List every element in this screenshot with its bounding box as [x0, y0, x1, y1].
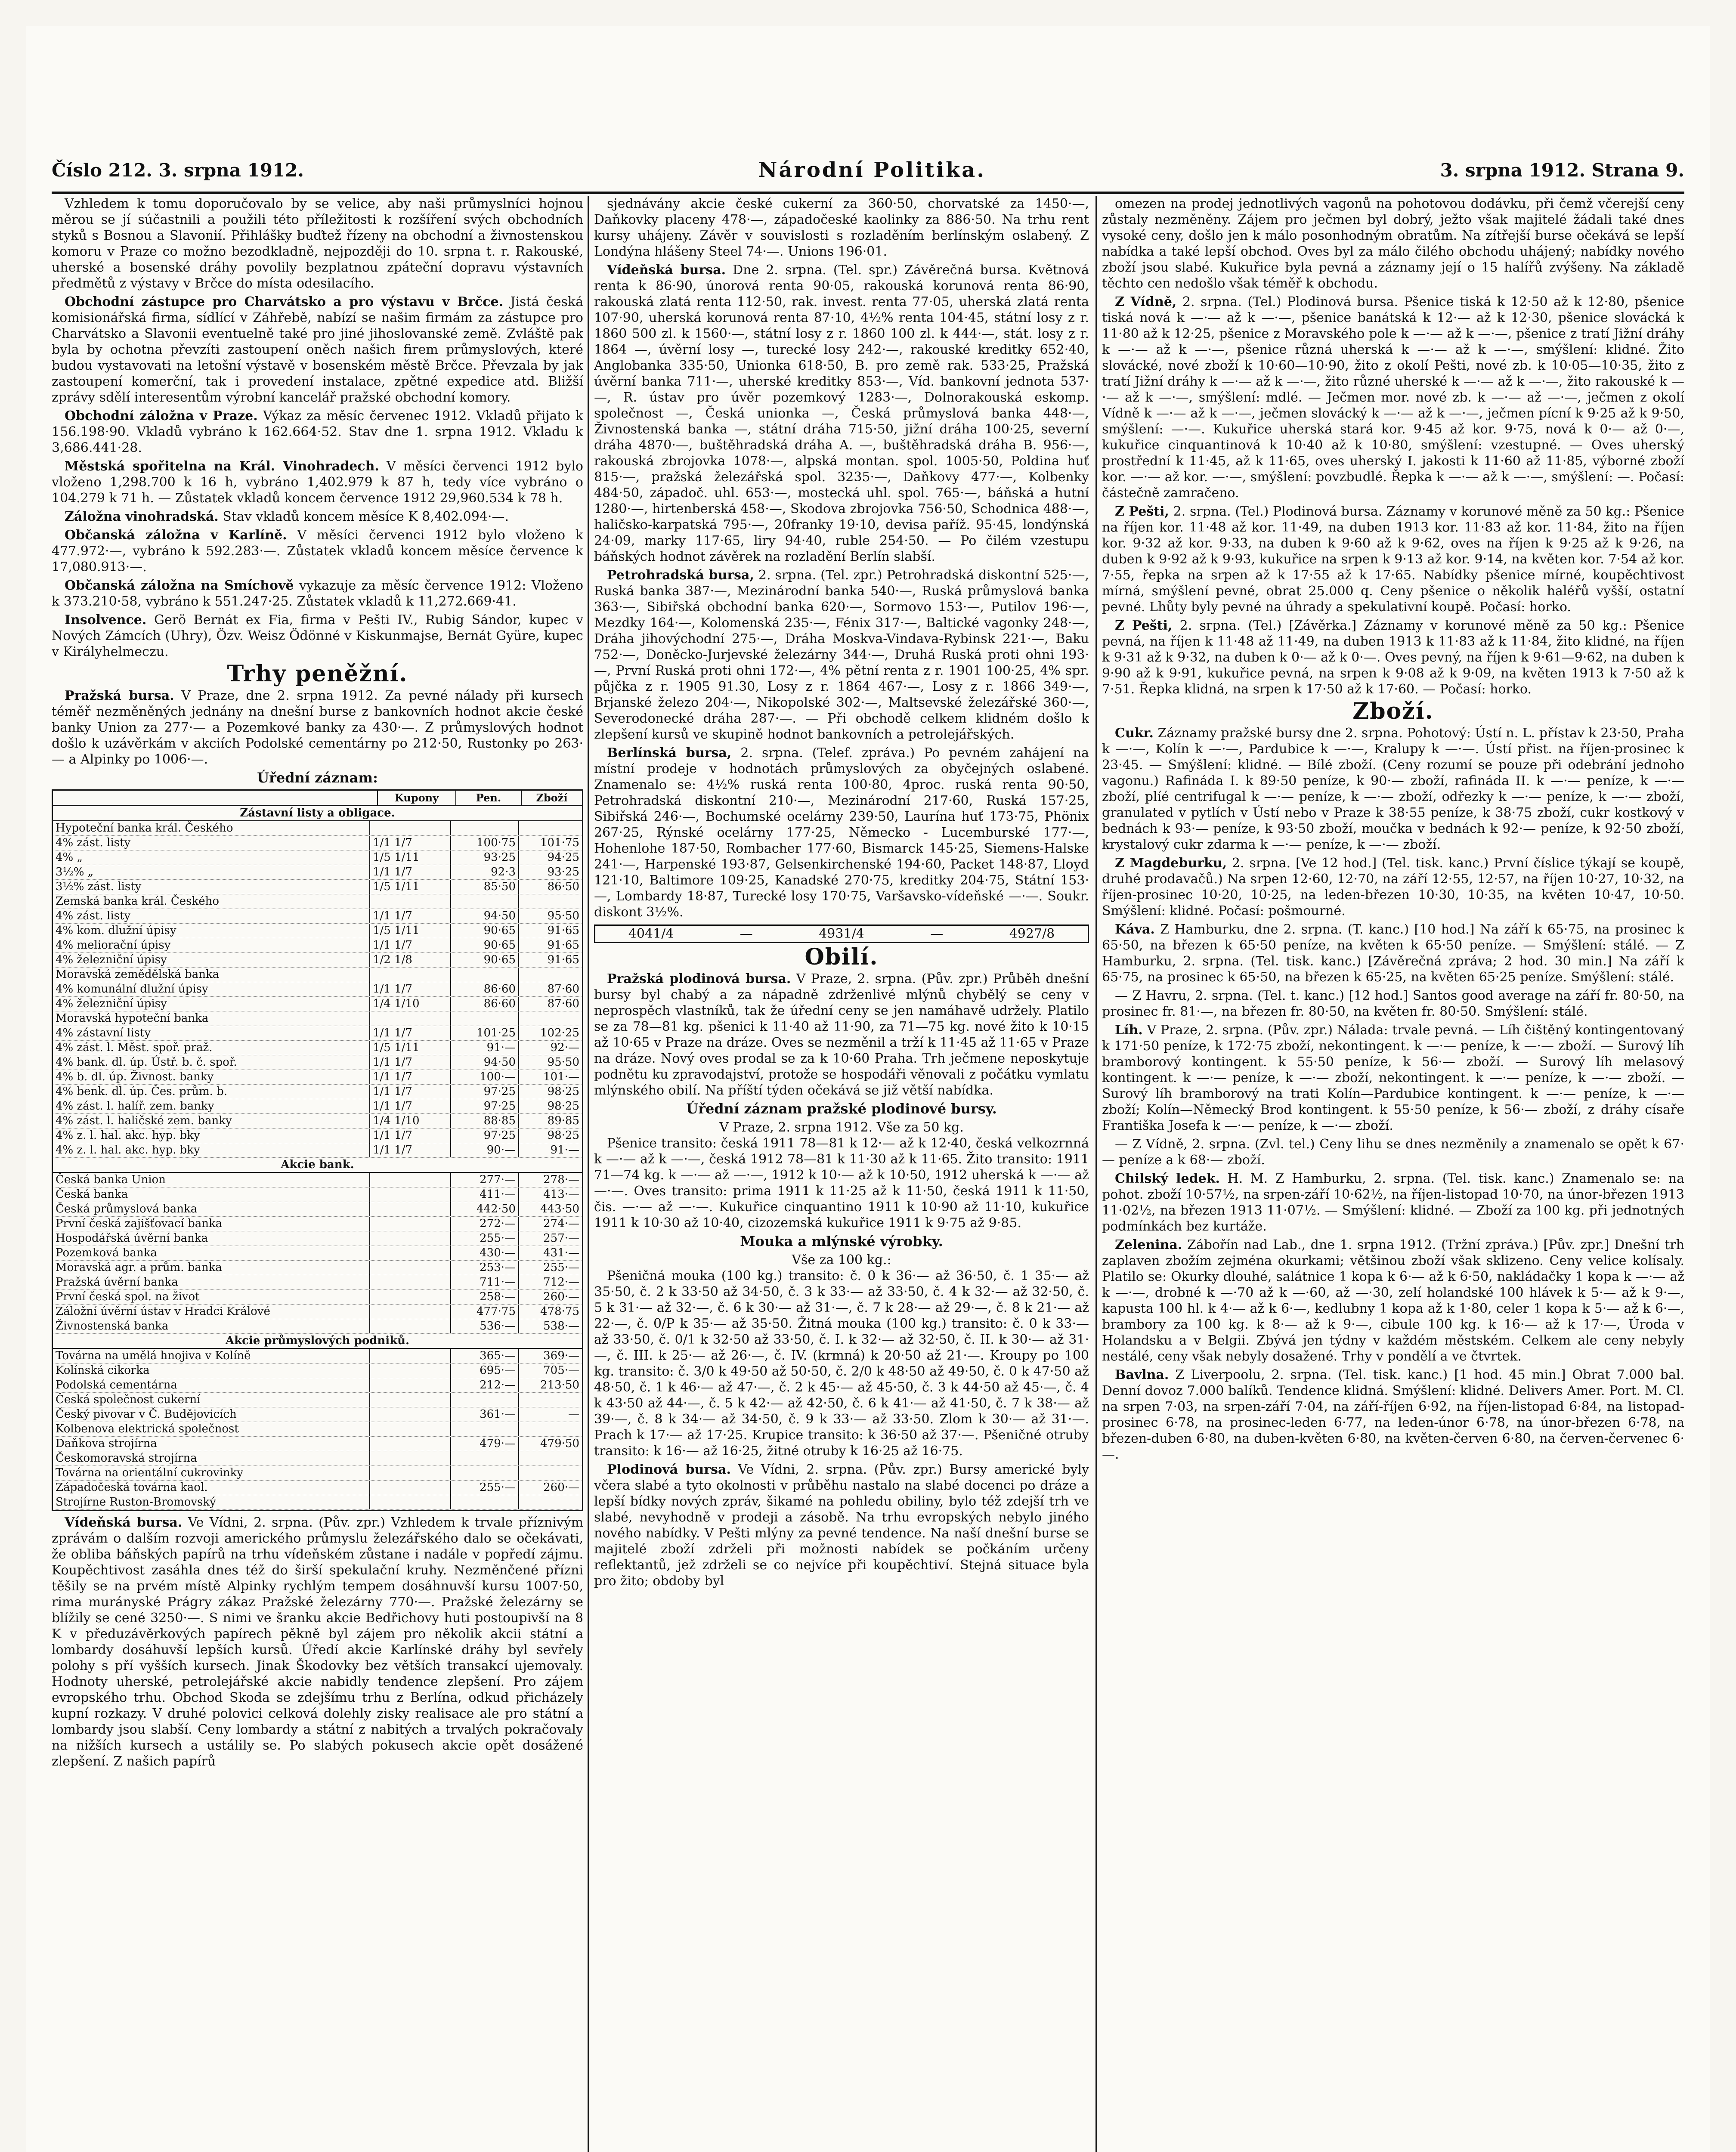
table-cell: Moravská zemědělská banka [56, 968, 220, 981]
table-row [53, 1085, 582, 1099]
table-cell [369, 1319, 450, 1333]
table-cell: 94·50 [450, 1055, 518, 1070]
article: Záložna vinohradská. Stav vkladů koncem měsíce K 8,402.094·—. [65, 509, 509, 524]
table-row [53, 850, 582, 865]
table-cell [450, 1422, 518, 1436]
table-cell: 1/1 1/7 [369, 909, 450, 923]
table-cell: 712·— [518, 1275, 582, 1289]
table-cell: Hypoteční banka král. Českého [56, 822, 233, 835]
table-cell: 257·— [518, 1231, 582, 1246]
table-row [53, 1246, 582, 1261]
table-cell: 3½% zást. listy [56, 880, 142, 893]
table-row [53, 1041, 582, 1055]
table-row [53, 968, 582, 982]
article: Cukr. Záznamy pražské bursy dne 2. srpna. Pohotový: Ústí n. L. přístav k 23·50, Praha k —·—, Kolín k —·—, Pardubice k —·—, Kralupy k —·—. Ústí přist. na říjen-prosinec k 23·45. — Smýšlení: klidné. — Bílé zboží. (Ceny rozumí se pouze při odebrání jednoho vagonu.) Rafináda I. k 89·50 peníze, k 90·— zboží, rafináda II. k —·— peníze, k —·— zboží, plíé centrifugal k —·— peníze, k —·— zboží, odřezky k —·— peníze, k —·— zboží, granulated v pytlích v Ústí nebo v Praze k 38·55 peníze, k 38·75 zboží, cukr kostkový v bednách k 93·— peníze, k 93·50 zboží, moučka v bednách k 92·— peníze, k 92·50 zboží, krystalový cukr zdarma k —·— peníze, k —·— zboží. [1102, 726, 1684, 852]
article: Z Vídně, 2. srpna. (Tel.) Plodinová bursa. Pšenice tiská k 12·50 až k 12·80, pšenice tiská nová k —·— až k —·—, pšenice banátská k 12·— až k 12·30, pšenice slovácká k 11·80 až k 12·25, pšenice z Moravského pole k —·— až k —·—, pšenice z tratí Jižní dráhy k —·— až k —·—, pšenice různá uherská k —·— až k —·—, smýšlení: klidné. Žito slovácké, nové zboží k 10·60—10·90, žito z okolí Pešti, nové zb. k 10·05—10·35, žito z tratí Jižní dráhy k —·— až k —·—, žito různé uherské k —·— až k —·—, žito rakouské k —·— až k —·—, smýšlení: mdlé. — Ječmen mor. nové zb. k —·— až —·—, ječmen z okolí Vídně k —·— až k —·—, ječmen slovácký k —·— až k —·—, ječmen pícní k 9·25 až k 9·50, smýšlení: —·—. Kukuřice uherská stará kor. 9·45 až kor. 9·75, nová k 0·— až 0·—, kukuřice cinquantinová k 10·40 až k 10·80, smýšlení: vzestupné. — Oves uherský prostřední k 11·45, až k 11·65, oves uherský I. jakosti k 11·60 až 11·85, výborné zboží kor. —·— až kor. —·—, smýšlení: povzbudlé. Řepka k —·— až k —·—, smýšlení: —. Počasí: částečně zamračeno. [1102, 294, 1684, 501]
issue-number: Číslo 212. 3. srpna 1912. [52, 159, 304, 181]
table-cell: 1/1 1/7 [369, 1099, 450, 1113]
table-cell: 90·65 [450, 953, 518, 967]
table-cell [518, 894, 582, 909]
table-row [53, 1099, 582, 1114]
table-cell: 97·25 [450, 1085, 518, 1099]
table-cell [518, 821, 582, 835]
table-row [53, 1202, 582, 1217]
table-cell: Český pivovar v Č. Budějovicích [56, 1408, 237, 1421]
table-cell: 86·50 [518, 880, 582, 894]
table-cell: 255·— [518, 1261, 582, 1275]
page-header [52, 151, 1684, 189]
table-row [53, 1407, 582, 1422]
article: Chilský ledek. H. M. Z Hamburku, 2. srpna. (Tel. tisk. kanc.) Znamenalo se: na pohot. zboží 10·57½, na srpen-září 10·62½, na říjen-listopad 10·70, na únor-březen 1913 11·02½, na březen 1913 11·07½. — Smýšlení: klidné. — Zboží za 100 kg. při jednotných podmínkách bez kurtáže. [1102, 1171, 1684, 1234]
table-cell [518, 1011, 582, 1026]
article: Občanská záložna na Smíchově vykazuje za měsíc července 1912: Vloženo k 373.210·58, vybráno k 551.247·25. Zůstatek vkladů k 11,272.669·41. [52, 578, 583, 609]
table-cell: 101·25 [450, 1026, 518, 1040]
table-cell [369, 1231, 450, 1246]
table-row [53, 1319, 582, 1334]
table-cell: 1/1 1/7 [369, 836, 450, 850]
table-cell: 536·— [450, 1319, 518, 1333]
article: Vídeňská bursa. Ve Vídni, 2. srpna. (Pův. zpr.) Vzhledem k trvale příznivým zprávám o dalším rozvoji amerického průmyslu železářského dalo se očekávati, že obliba báňských papírů na trhu vídeňském zůstane i nadále v popředí zájmu. Koupěchtivost zasáhla dnes též do širší spekulační kruhy. Nezměnčené přízni těšily se na prvém místě Alpinky rychlým tempem dosáhnuvší kursu 1007·50, rima murányské Prágry zákaz Pražské železárny 770·—. Pražské železárny se blížily se cené 3250·—. S nimi ve šranku akcie Bedřichovy huti postoupivší na 8 K v předuzávěrkových papírech pěkně byl zájem pro několik akcii státní a lombardy dosáhuvší lepších kursů. Úředí akcie Karlínské dráhy byl sevřely polohy s pří vyšších kursech. Jinak Škodovky bez větších transakcí ujemovaly. Hodnoty uherské, petrolejářské akcie nabidly tendence zlepšení. Pro zájem evropského trhu. Obchod Skoda se zdejšímu trhu z Berlína, odkud přicházely kupní rozkazy. V druhé polovici celková dolehly zisky realisace ale pro státní a lombardy jsou slabší. Ceny lombardy a státní z nabitých a trvalých pokračovaly na nižších kursech a ustálily se. Po slabých pokusech akcie opět dosážené zlepšení. Z našich papírů [52, 1515, 583, 1769]
table-cell [369, 1349, 450, 1363]
table-cell: 361·— [450, 1407, 518, 1422]
article: — Z Havru, 2. srpna. (Tel. t. kanc.) [12 hod.] Santos good average na září fr. 80·50, na prosinec fr. 81·—, na březen fr. 80·50, na květen fr. 80·50. Smýšlení: stálé. [1102, 988, 1684, 1019]
table-cell [369, 1202, 450, 1216]
table-cell: 1/1 1/7 [369, 1085, 450, 1099]
table-body [53, 1173, 582, 1334]
table-row [53, 1349, 582, 1364]
table-cell: 253·— [450, 1261, 518, 1275]
table-cell: 277·— [450, 1173, 518, 1187]
table-row [53, 1070, 582, 1085]
table-cell: Pozemková banka [56, 1246, 157, 1259]
table-cell: 93·25 [450, 850, 518, 865]
table-cell: 4% kom. dlužní úpisy [56, 924, 176, 937]
table-row [53, 1393, 582, 1407]
official-record-title: Úřední záznam: [257, 770, 378, 786]
table-cell: 91·— [450, 1041, 518, 1055]
table-row [53, 1451, 582, 1466]
table-cell: 695·— [450, 1364, 518, 1378]
table-cell: 369·— [518, 1349, 582, 1363]
table-cell: 478·75 [518, 1305, 582, 1319]
table-row [53, 938, 582, 953]
table-cell [369, 1305, 450, 1319]
article: Pražská bursa. V Praze, dne 2. srpna 1912. Za pevné nálady při kursech téměř nezměněných jednány na dnešní burse z bankovních hodnot akcie české banky Union za 277·— a Pozemkové banky za 430·—. Z průmyslových hodnot došlo k uzávěrkám v akciích Podolské cementárny po 212·50, Rustonky po 263·— a Alpinky po 1006·—. [52, 688, 583, 767]
article: Zelenina. Zábořín nad Lab., dne 1. srpna 1912. (Tržní zpráva.) [Pův. zpr.] Dnešní trh zaplaven zbožím zejména okurkami; většinou zboží však sklizeno. Ceny velice kolísaly. Platilo se: Okurky dlouhé, salátnice 1 kopa k 6·— až k 6·50, nakládačky 1 kopa k —·— až k —·—, drobné k —·70 až k —·60, až —·30, zelí holandské 100 hlávek k 5·— až k 9·—, kapusta 100 hl. k 4·— až k 6·—, kedlubny 1 kopa až k 1·80, celer 1 kopa k 5·— až k 6·—, brambory za 100 kg. k 8·— až k 9·—, cibule 100 kg. k 16·— až k 17·—, Úroda v Holandsku a v Belgii. Zbývá jen týdny v každém městském. Celkem ale ceny nebyly nestálé, ceny však nebyly dosažené. Trhy v pondělí a ve čtvrtek. [1102, 1237, 1684, 1364]
table-cell [369, 1437, 450, 1451]
table-cell [369, 1495, 450, 1509]
table-group-title: Akcie bank. [53, 1158, 582, 1173]
table-cell [369, 1393, 450, 1407]
table-cell [369, 1407, 450, 1422]
table-cell [518, 968, 582, 982]
article: Petrohradská bursa, 2. srpna. (Tel. zpr.) Petrohradská diskontní 525·—, Ruská banka 387·—, Mezinárodní banka 540·—, Ruská průmyslová banka 363·—, Sibiřská obchodní banka 620·—, Sormovo 153·—, Putilov 196·—, Mezdky 164·—, Kolomenská 235·—, Fénix 317·—, Baltické vagonky 248·—, Dráha jihovýchodní 275·—, Dráha Moskva-Vindava-Rybinsk 221·—, Baku 752·—, Doněcko-Jurjevské železárny 344·—, Druhá Ruská proti ohni 193·—, První Ruská proti ohni 172·—, 4% pětní renta z r. 1901 100·25, 4% spr. půjčka z r. 1905 91.30, Losy z r. 1864 467·—, Losy z r. 1866 349·—, Brjanské železo 204·—, Nikopolské 302·—, Maltsevské železářské 360·—, Severodonecké dráha 287·—. — Při obchodě celkem klidném došlo k zlepšení kursů ve skupině hodnot bankovních a petrolejářských. [594, 568, 1089, 742]
table-cell: 212·— [450, 1378, 518, 1392]
table-cell: Továrna na orientální cukrovinky [56, 1466, 244, 1479]
table-cell: Západočeská továrna kaol. [56, 1481, 208, 1494]
table-cell: 430·— [450, 1246, 518, 1260]
article: Obchodní zástupce pro Charvátsko a pro výstavu v Brčce. Jistá česká komisionářská firma, sídlící v Záhřebě, nabízí se našim firmám za zástupce pro Charvátsko a Slavonii eventuelně také pro jiné jihoslovanské země. Zvláště pak byla by ochotna převzíti zastoupení oněch našich firem průmyslových, které budou vystavovati na letošní výstavě v bosenském městě Brčce. Převzala by jak zastoupení komerční, tak i provedení instalace, zpětné expedice atd. Bližší zprávy sdělí interesentům výrobní kancelář pražské obchodní komory. [52, 294, 583, 405]
table-row [53, 1261, 582, 1275]
table-cell: 1/5 1/11 [369, 924, 450, 938]
table-row [53, 1011, 582, 1026]
table-cell [518, 1466, 582, 1480]
table-row [53, 1129, 582, 1143]
table-cell: 1/1 1/7 [369, 865, 450, 879]
table-cell [518, 1495, 582, 1509]
table-cell: 94·50 [450, 909, 518, 923]
table-cell [369, 1422, 450, 1436]
date-page: 3. srpna 1912. Strana 9. [1440, 159, 1684, 181]
table-cell [369, 1364, 450, 1378]
table-cell: 92·— [518, 1041, 582, 1055]
table-cell: 91·65 [518, 924, 582, 938]
article: Berlínská bursa, 2. srpna. (Telef. zpráva.) Po pevném zahájení na místní prodeje v hodnotách průmyslových za obyčejných oslabené. Znamenalo se: 4½% ruská renta 100·80, 4proc. ruská renta 90·50, Petrohradská diskontní 210·—, Mezinárodní 217·60, Ruská 157·25, Sibiřská 246·—, Bochumské ocelárny 239·50, Laurína huť 173·75, Phönix 267·25, Rýnské ocelárny 177·25, Německo - Lucemburské 177·—, Hohenlohe 187·50, Rombacher 177·60, Bismarck 145·25, Siemens-Halske 241·—, Harpenské 193·87, Gelsenkirchenské 194·60, Packet 148·87, Lloyd 121·10, Baltimore 109·25, Kanadské 270·75, kreditky 204·75, Státní 153·—, Lombardy 18·87, Turecké losy 170·75, Varšavsko-vídeňské —·—. Soukr. diskont 3½%. [594, 745, 1089, 920]
table-row [53, 880, 582, 894]
table-cell [369, 894, 450, 909]
table-cell: 274·— [518, 1217, 582, 1231]
table-cell [369, 1451, 450, 1466]
table-cell [369, 1481, 450, 1495]
article: Pšeničná mouka (100 kg.) transito: č. 0 k 36·— až 36·50, č. 1 35·— až 35·50, č. 2 k 33·50 až 34·50, č. 3 k 33·— až 33·50, č. 4 k 32·— až 32·50, č. 5 k 31·— až 32·—, č. 6 k 30·— až 31·—, č. 7 k 28·— až 29·—, č. 8 k 21·— až 22·—, č. 0/P k 35·— až 35·50. Žitná mouka (100 kg.) transito: č. 0 k 33·— až 33·50, č. 0/1 k 32·50 až 33·50, č. I. k 32·— až 32·50, č. II. k 30·— až 31·—, č. III. k 25·— až 26·—, č. IV. (krmná) k 20·50 až 21·—. Kroupy po 100 kg. transito: č. 3/0 k 49·50 až 50·50, č. 2/0 k 48·50 až 49·50, č. 0 k 47·50 až 48·50, č. 1 k 46·— až 47·—, č. 2 k 45·— až 45·50, č. 3 k 44·50 až 45·—, č. 4 k 43·50 až 44·—, č. 5 k 42·— až 42·50, č. 6 k 41·— až 41·50, č. 7 k 38·— až 39·—, č. 8 k 34·— až 34·50, č. 9 k 33·— až 33·50. Zlom k 30·— až 31·—. Prach k 17·— až 17·25. Krupice transito: k 36·50 až 37·—. Pšeničné otruby transito: k 16·— až 16·25, žitné otruby k 16·25 až 16·75. [594, 1268, 1089, 1459]
table-cell: 86·60 [450, 982, 518, 996]
header-rule [52, 192, 1684, 194]
table-cell: 4% zást. l. Měst. spoř. praž. [56, 1041, 213, 1054]
table-cell [369, 821, 450, 835]
table-row [53, 909, 582, 924]
table-cell: 4% „ [56, 851, 83, 864]
table-group-title: Akcie průmyslových podniků. [53, 1334, 582, 1349]
table-row [53, 865, 582, 880]
masthead: Národní Politika. [758, 158, 986, 182]
article: Městská spořitelna na Král. Vinohradech. V měsíci červenci 1912 bylo vloženo 1,298.700 k 16 h, vybráno 1,402.979 k 87 h, tedy více vybráno o 104.279 k 71 h. — Zůstatek vkladů koncem července 1912 29,960.534 k 78 h. [52, 459, 583, 506]
table-cell [450, 1451, 518, 1466]
table-cell: 88·85 [450, 1114, 518, 1128]
subheading: Mouka a mlýnské výrobky. [740, 1233, 943, 1249]
table-row [53, 1187, 582, 1202]
table-cell: Strojírne Ruston-Bromovský [56, 1496, 216, 1509]
column-3 [1102, 196, 1684, 2152]
table-cell: 86·60 [450, 997, 518, 1011]
table-row [53, 1466, 582, 1481]
table-cell [369, 1290, 450, 1304]
table-cell: 1/4 1/10 [369, 1114, 450, 1128]
table-cell [518, 1393, 582, 1407]
table-cell: Českomoravská strojírna [56, 1452, 197, 1465]
table-cell: 101·75 [518, 836, 582, 850]
table-cell: 255·— [450, 1231, 518, 1246]
table-cell: 1/5 1/11 [369, 880, 450, 894]
table-cell: 100·75 [450, 836, 518, 850]
table-cell: 272·— [450, 1217, 518, 1231]
subheading: Úřední záznam pražské plodinové bursy. [686, 1101, 997, 1117]
table-row [53, 1422, 582, 1437]
table-row [53, 894, 582, 909]
table-cell: 95·50 [518, 909, 582, 923]
table-row [53, 1143, 582, 1158]
table-row [53, 1495, 582, 1510]
table-cell: 4% zástavní listy [56, 1027, 151, 1039]
table-cell: 100·— [450, 1070, 518, 1084]
table-cell: Hospodářská úvěrní banka [56, 1232, 208, 1245]
table-cell: 711·— [450, 1275, 518, 1289]
table-row [53, 1364, 582, 1378]
article: sjednávány akcie české cukerní za 360·50, chorvatské za 1450·—, Daňkovky placeny 478·—, západočeské kaolinky za 886·50. Na trhu rent kursy uhájeny. Závěr v souvislosti s rozladěním berlínským oslabený. Z Londýna hlášeny Steel 74·—. Unions 196·01. [594, 196, 1089, 259]
table-row [53, 836, 582, 850]
table-cell: Továrna na umělá hnojiva v Kolíně [56, 1349, 251, 1362]
table-cell: 97·25 [450, 1099, 518, 1113]
table-cell [518, 1422, 582, 1436]
table-cell: 258·— [450, 1290, 518, 1304]
table-row [53, 1173, 582, 1187]
article: Káva. Z Hamburku, dne 2. srpna. (T. kanc.) [10 hod.] Na září k 65·75, na prosinec k 65·50, na březen k 65·50 peníze, na květen k 65·50 peníze. — Smýšlení: stálé. — Z Hamburku, 2. srpna. (Tel. tisk. kanc.) [Závěrečná zpráva; 2 hod. 30 min.] Na září k 65·75, na prosinec k 65·50, na březen k 65·25, na květen 65·25 peníze. Smýšlení: stálé. [1102, 922, 1684, 985]
table-cell: Zemská banka král. Českého [56, 895, 220, 908]
article: Pšenice transito: česká 1911 78—81 k 12·— až k 12·40, česká velkozrnná k —·— až k —·—, česká 1912 78—81 k 11·30 až k 11·65. Žito transito: 1911 71—74 kg. k —·— až —·—, 1912 k 10·— až k 10·50, 1912 uherská k —·— až —·—. Oves transito: prima 1911 k 11·25 až k 11·50, česká 1911 k 11·50, čis. —·— až —·—. Kukuřice cinquantino 1911 k 10·90 až 11·10, kukuřice 1911 k 10·30 až 10·40, cizozemská kukuřice 1911 k 9·75 až 9·85. [594, 1136, 1089, 1231]
table-cell: 98·25 [518, 1129, 582, 1143]
table-cell: První česká spol. na život [56, 1290, 200, 1303]
article: Obchodní záložna v Praze. Výkaz za měsíc červenec 1912. Vkladů přijato k 156.198·90. Vkladů vybráno k 162.664·52. Stav dne 1. srpna 1912. Vkladu k 3,686.441·28. [52, 408, 583, 455]
table-cell: 1/1 1/7 [369, 1026, 450, 1040]
section-heading: Trhy peněžní. [227, 661, 408, 687]
table-cell: Česká banka [56, 1188, 128, 1201]
table-cell: 705·— [518, 1364, 582, 1378]
article: Z Magdeburku, 2. srpna. [Ve 12 hod.] (Tel. tisk. kanc.) První číslice týkají se koupě, druhé prodavačů.) Na srpen 12·60, 12·70, na září 12·55, 12·57, na říjen 10·27, 10·32, na říjen-prosinec 10·20, 10·25, na leden-březen 10·30, 10·35, na květen 10·47, 10·50. Smýšlení: klidné. Počasí: pošmourné. [1102, 856, 1684, 918]
section-heading: Obilí. [805, 944, 879, 970]
table-header: Kupony Pen. Zboží [53, 791, 582, 806]
table-cell: 479·— [450, 1437, 518, 1451]
table-cell [450, 821, 518, 835]
column-divider [588, 196, 589, 2152]
table-cell: 89·85 [518, 1114, 582, 1128]
table-cell: 91·65 [518, 953, 582, 967]
subheading-note: Vše za 100 kg.: [792, 1252, 891, 1268]
table-cell: 92·3 [450, 865, 518, 879]
table-row [53, 1217, 582, 1231]
table-cell: 260·— [518, 1290, 582, 1304]
table-row [53, 1055, 582, 1070]
column-2 [594, 196, 1089, 2152]
table-cell: 4% zást. listy [56, 836, 131, 849]
table-cell: Česká společnost cukerní [56, 1393, 201, 1406]
article: Líh. V Praze, 2. srpna. (Pův. zpr.) Nálada: trvale pevná. — Líh čištěný kontingentovaný k 171·50 peníze, k 172·75 zboží, nekontingent. k —·— peníze, k —·— zboží. — Surový líh bramborový kontingent. k 55·50 peníze, k 56·— zboží. — Surový líh melasový kontingent. k —·— peníze, k —·— zboží, nekontingent. k —·— peníze, k —·— zboží. — Surový líh bramborový na trati Kolín—Pardubice kontingent. k —·— peníze, k —·— zboží; Kolín—Německý Brod kontingent. k 55·50 peníze, k 56·— zboží, z dráhy císaře Františka Josefa k —·— peníze, k —·— zboží. [1102, 1023, 1684, 1133]
table-cell: 101·— [518, 1070, 582, 1084]
table-cell [369, 1261, 450, 1275]
table-cell: 90·65 [450, 938, 518, 952]
table-cell: 4% komunální dlužní úpisy [56, 983, 208, 996]
table-cell: 477·75 [450, 1305, 518, 1319]
table-cell: 4% meliorační úpisy [56, 939, 171, 952]
table-cell [450, 968, 518, 982]
section-heading: Zboží. [1352, 698, 1434, 724]
table-row [53, 1481, 582, 1495]
subheading-note: V Praze, 2. srpna 1912. Vše za 50 kg. [719, 1120, 964, 1135]
table-cell: 98·25 [518, 1085, 582, 1099]
table-row [53, 997, 582, 1011]
table-row [53, 1275, 582, 1290]
table-row [53, 1305, 582, 1319]
table-cell [450, 1011, 518, 1026]
table-cell: 1/5 1/11 [369, 1041, 450, 1055]
table-cell: 1/5 1/11 [369, 850, 450, 865]
table-cell [450, 894, 518, 909]
article: Vídeňská bursa. Dne 2. srpna. (Tel. spr.) Závěrečná bursa. Květnová renta k 86·90, únorová renta 90·05, rakouská korunová renta 86·90, rakouská zlatá renta 112·50, rak. invest. renta 77·05, uherská zlatá renta 107·90, uherská korunová renta 87·10, 4½% renta 104·45, státní losy z r. 1860 500 zl. k 1560·—, státní losy z r. 1860 100 zl. k 444·—, stát. losy z r. 1864 —, úvěrní losy —, turecké losy 242·—, rakouské kreditky 652·40, Anglobanka 335·50, Unionka 618·50, B. pro země rak. 533·25, Pražská úvěrní banka 711·—, uherské kreditky 853·—, Víd. bankovní jednota 537·—, R. ústav pro úvěr pozemkový 1283·—, Dolnorakouská eskomp. společnost —, Česká unionka —, Česká průmyslová banka 448·—, Živnostenská banka —, státní dráha 715·50, jižní dráha 100·25, severní dráha 4870·—, buštěhradská dráha A. —, buštěhradská dráha B. 956·—, rakouská zbrojovka 1078·—, alpská montan. spol. 1005·50, Poldina huť 815·—, pražská železářská spol. 3235·—, Daňkovy 477·—, Kolbenky 484·50, západoč. uhl. 653·—, mostecká uhl. spol. 765·—, báňská a hutní 1280·—, hirtenberská 458·—, Skodova zbrojovka 756·50, Schodnica 488·—, haličsko-karpatská 795·—, 20franky 19·10, devisa paříž. 95·45, londýnská 24·09, marky 117·65, liry 94·40, ruble 254·50. — Po čilém vzestupu báňských hodnot závěrek na rozladění Berlín slabší. [594, 263, 1089, 564]
table-row [53, 1114, 582, 1129]
table-cell: 93·25 [518, 865, 582, 879]
table-cell: 85·50 [450, 880, 518, 894]
table-cell: 95·50 [518, 1055, 582, 1070]
table-cell: 443·50 [518, 1202, 582, 1216]
table-cell: 1/1 1/7 [369, 982, 450, 996]
article: — Z Vídně, 2. srpna. (Zvl. tel.) Ceny lihu se dnes nezměnily a znamenalo se opět k 67·— peníze a k 68·— zboží. [1102, 1137, 1684, 1168]
table-cell: 479·50 [518, 1437, 582, 1451]
table-cell: 4% z. l. hal. akc. hyp. bky [56, 1129, 200, 1142]
table-cell [369, 1246, 450, 1260]
table-cell: Podolská cementárna [56, 1379, 177, 1391]
table-cell: Živnostenská banka [56, 1320, 169, 1333]
table-cell: 90·— [450, 1143, 518, 1157]
table-cell [369, 1466, 450, 1480]
table-cell [518, 1451, 582, 1466]
table-cell [369, 1217, 450, 1231]
table-cell: Daňkova strojírna [56, 1437, 157, 1450]
column-divider [1095, 196, 1097, 2152]
table-cell: Česká průmyslová banka [56, 1203, 198, 1215]
table-row [53, 1290, 582, 1305]
newspaper-page [26, 26, 1710, 2152]
table-cell: 91·65 [518, 938, 582, 952]
table-cell: 431·— [518, 1246, 582, 1260]
table-cell: 4% železniční úpisy [56, 953, 167, 966]
table-cell: 1/1 1/7 [369, 1070, 450, 1084]
table-cell: 4% zást. l. halíř. zem. banky [56, 1100, 214, 1113]
table-cell [369, 1378, 450, 1392]
table-cell [450, 1466, 518, 1480]
article: Bavlna. Z Liverpoolu, 2. srpna. (Tel. tisk. kanc.) [1 hod. 45 min.] Obrat 7.000 bal. Denní dovoz 7.000 balíků. Tendence klidná. Smýšlení: klidné. Delivers Amer. Port. M. Cl. na srpen 7·03, na srpen-září 7·04, na září-říjen 6·92, na říjen-listopad 6·84, na listopad-prosinec 6·78, na prosinec-leden 6·77, na leden-únor 6·78, na únor-březen 6·78, na březen-duben 6·80, na duben-květen 6·80, na květen-červen 6·80, na červen-červenec 6·—. [1102, 1367, 1684, 1462]
table-row [53, 924, 582, 938]
article: Pražská plodinová bursa. V Praze, 2. srpna. (Pův. zpr.) Průběh dnešní bursy byl chabý a za nápadně zdrženlivé mlýnů chybělý se ceny v neprospěch vlastníků, tak že úřední ceny se jen namáhavě udržely. Platilo se za 78—81 kg. pšenici k 11·40 až 11·90, za 71—75 kg. nové žito k 10·15 až 10·65 v Praze na dráze. Oves se nezměnil a trží k 11·45 až 11·65 v Praze na dráze. Nový oves prodal se za k 10·60 Praha. Trh ječmene neposkytuje podnětu ku zpravodajství, protože se hospodáři věnovali z počátku vymlatu mlýnského obilí. Na příští týden očekává se již větší nabídka. [594, 971, 1089, 1098]
table-cell: Pražská úvěrní banka [56, 1276, 178, 1289]
table-cell: 1/2 1/8 [369, 953, 450, 967]
table-row [53, 1026, 582, 1041]
table-cell: 1/1 1/7 [369, 1055, 450, 1070]
article: Z Pešti, 2. srpna. (Tel.) Plodinová bursa. Záznamy v korunové měně za 50 kg.: Pšenice na říjen kor. 11·48 až kor. 11·49, na duben 1913 kor. 11·83 až kor. 11·84, žito na říjen kor. 9·32 až kor. 9·33, na duben k 9·60 až k 9·62, oves na říjen k 9·25 až k 9·26, na duben k 9·92 až k 9·93, kukuřice na srpen k 9·13 až kor. 9·14, na květen kor. 7·54 až kor. 7·55, řepka na srpen až k 17·55 až k 17·65. Nabídky pšenice mírné, koupěchtivost mírná, smýšlení pevné, obrat 25.000 q. Ceny pšenice o několik haléřů vyšší, ostatní pevné. Lhůty byly pevné na úhrady a spekulativní koupě. Počasí: horko. [1102, 504, 1684, 615]
table-cell: Kolínská cikorka [56, 1364, 150, 1377]
table-cell: Moravská agr. a prům. banka [56, 1261, 222, 1274]
table-cell: 1/1 1/7 [369, 1143, 450, 1157]
table-cell: 442·50 [450, 1202, 518, 1216]
table-cell: 87·60 [518, 982, 582, 996]
table-row [53, 953, 582, 968]
table-cell: První česká zajišťovací banka [56, 1217, 223, 1230]
table-cell [369, 1275, 450, 1289]
table-cell [450, 1495, 518, 1509]
table-cell: Česká banka Union [56, 1173, 166, 1186]
article: Z Pešti, 2. srpna. (Tel.) [Závěrka.] Záznamy v korunové měně za 50 kg.: Pšenice pevná, na říjen k 11·48 až 11·49, na duben 1913 k 11·83 až k 11·84, žito klidné, na říjen k 9·31 až k 9·32, na duben k 0·— až k 0·—. Oves pevný, na říjen k 9·61—9·62, na duben k 9·90 až k 9·91, kukuřice pevná, na srpen k 9·08 až k 9·09, na květen 1913 k 7·50 až k 7·51. Řepka klidná, na srpen k 17·50 až k 17·60. — Počasí: horko. [1102, 618, 1684, 697]
table-cell: 94·25 [518, 850, 582, 865]
table-cell: Moravská hypoteční banka [56, 1012, 209, 1025]
table-cell: 4% železniční úpisy [56, 997, 167, 1010]
article: Občanská záložna v Karlíně. V měsíci červenci 1912 bylo vloženo k 477.972·—, vybráno k 592.283·—. Zůstatek vkladů koncem měsíce července k 17,080.913·—. [52, 528, 583, 575]
table-cell [369, 968, 450, 982]
table-cell: 1/4 1/10 [369, 997, 450, 1011]
article: Plodinová bursa. Ve Vídni, 2. srpna. (Pův. zpr.) Bursy americké byly včera slabé a tyto okolnosti v průběhu nastalo na slabé docenci po dráze a lepší bídky nových zpráv, šikamé na pohledu obiliny, bylo též zdejší trh ve slabé, nevyhodně v prodeji a zásobě. Na trhu evropských nebylo jiného nového nabídky. V Pešti mlýny za pevné tendence. Na naší dnešní burse se majitelé zboží zdrželi při možnosti nabídek se počkáním určeny reflektantů, jež zdrželi se co nejvíce při koupěchtiví. Stejná situace byla pro žito; obdoby byl [594, 1462, 1089, 1589]
intro-paragraph: Vzhledem k tomu doporučovalo by se velice, aby naši průmyslníci hojnou měrou se jí súčastnili a použili této příležitosti k rozšíření svých obchodních styků s Bosnou a Slavonií. Přihlášky buďtež řízeny na obchodní a živnostenskou komoru v Praze co možno bezodkladně, nejpozději do 10. srpna t. r. Rakouské, uherské a bosenské dráhy povolily bezplatnou zpáteční dopravu výstavních předmětů z výstavy v Brčce do místa odesilacího. [52, 196, 583, 291]
price-table [52, 789, 583, 1511]
table-cell: 87·60 [518, 997, 582, 1011]
boxed-figures: 4041/4 — 4931/4 — 4927/8 [594, 924, 1089, 943]
table-group-title: Zástavní listy a obligace. [53, 806, 582, 821]
table-cell: 4% bank. dl. úp. Ústř. b. č. spoř. [56, 1056, 237, 1069]
table-cell: 365·— [450, 1349, 518, 1363]
table-cell: — [518, 1407, 582, 1422]
table-cell: 3½% „ [56, 866, 94, 878]
table-cell: 102·25 [518, 1026, 582, 1040]
table-row [53, 1231, 582, 1246]
table-cell: 91·— [518, 1143, 582, 1157]
table-cell: 4% b. dl. úp. Živnost. banky [56, 1070, 214, 1083]
table-cell: 413·— [518, 1187, 582, 1202]
table-row [53, 982, 582, 997]
table-cell: 98·25 [518, 1099, 582, 1113]
table-cell [369, 1173, 450, 1187]
table-cell [369, 1187, 450, 1202]
table-cell: 213·50 [518, 1378, 582, 1392]
table-cell [369, 1011, 450, 1026]
table-cell: 278·— [518, 1173, 582, 1187]
table-cell: 260·— [518, 1481, 582, 1495]
table-body [53, 821, 582, 1158]
table-cell: 90·65 [450, 924, 518, 938]
table-row [53, 1378, 582, 1393]
table-cell: Záložní úvěrní ústav v Hradci Králové [56, 1305, 270, 1318]
table-cell: 1/1 1/7 [369, 938, 450, 952]
table-cell: 255·— [450, 1481, 518, 1495]
article: Insolvence. Gerö Bernát ex Fia, firma v Pešti IV., Rubig Sándor, kupec v Nových Zámcích (Uhry), Özv. Weisz Ödönné v Kiskunmajse, Bernát Gyüre, kupec v Királyhelmeczu. [52, 612, 583, 659]
table-row [53, 1437, 582, 1451]
table-cell: 411·— [450, 1187, 518, 1202]
article: omezen na prodej jednotlivých vagonů na pohotovou dodávku, při čemž včerejší ceny zůstaly nezměněny. Zájem pro ječmen byl dobrý, ježto však majitelé žádali také dnes vysoké ceny, došlo jen k málo posonhodným obratům. Na zítřejší burse očekává se lepší nabídka a také lepší obchod. Oves byl za málo čilého obchodu uhájený; nabídky nového zboží jsou slabé. Kukuřice byla pevná a záznamy její o 15 halířů zvýšeny. Na základě těchto cen nedošlo však téměř k obchodu. [1102, 196, 1684, 291]
table-body [53, 1349, 582, 1510]
table-cell [450, 1393, 518, 1407]
table-cell: 97·25 [450, 1129, 518, 1143]
table-row [53, 821, 582, 836]
table-cell: 4% benk. dl. úp. Čes. prům. b. [56, 1085, 228, 1098]
table-cell: 4% zást. l. haličské zem. banky [56, 1114, 232, 1127]
table-cell: 1/1 1/7 [369, 1129, 450, 1143]
table-cell: 4% zást. listy [56, 909, 131, 922]
table-cell: Kolbenova elektrická společnost [56, 1422, 239, 1435]
table-cell: 4% z. l. hal. akc. hyp. bky [56, 1144, 200, 1156]
column-1 [52, 196, 583, 2152]
table-cell: 538·— [518, 1319, 582, 1333]
